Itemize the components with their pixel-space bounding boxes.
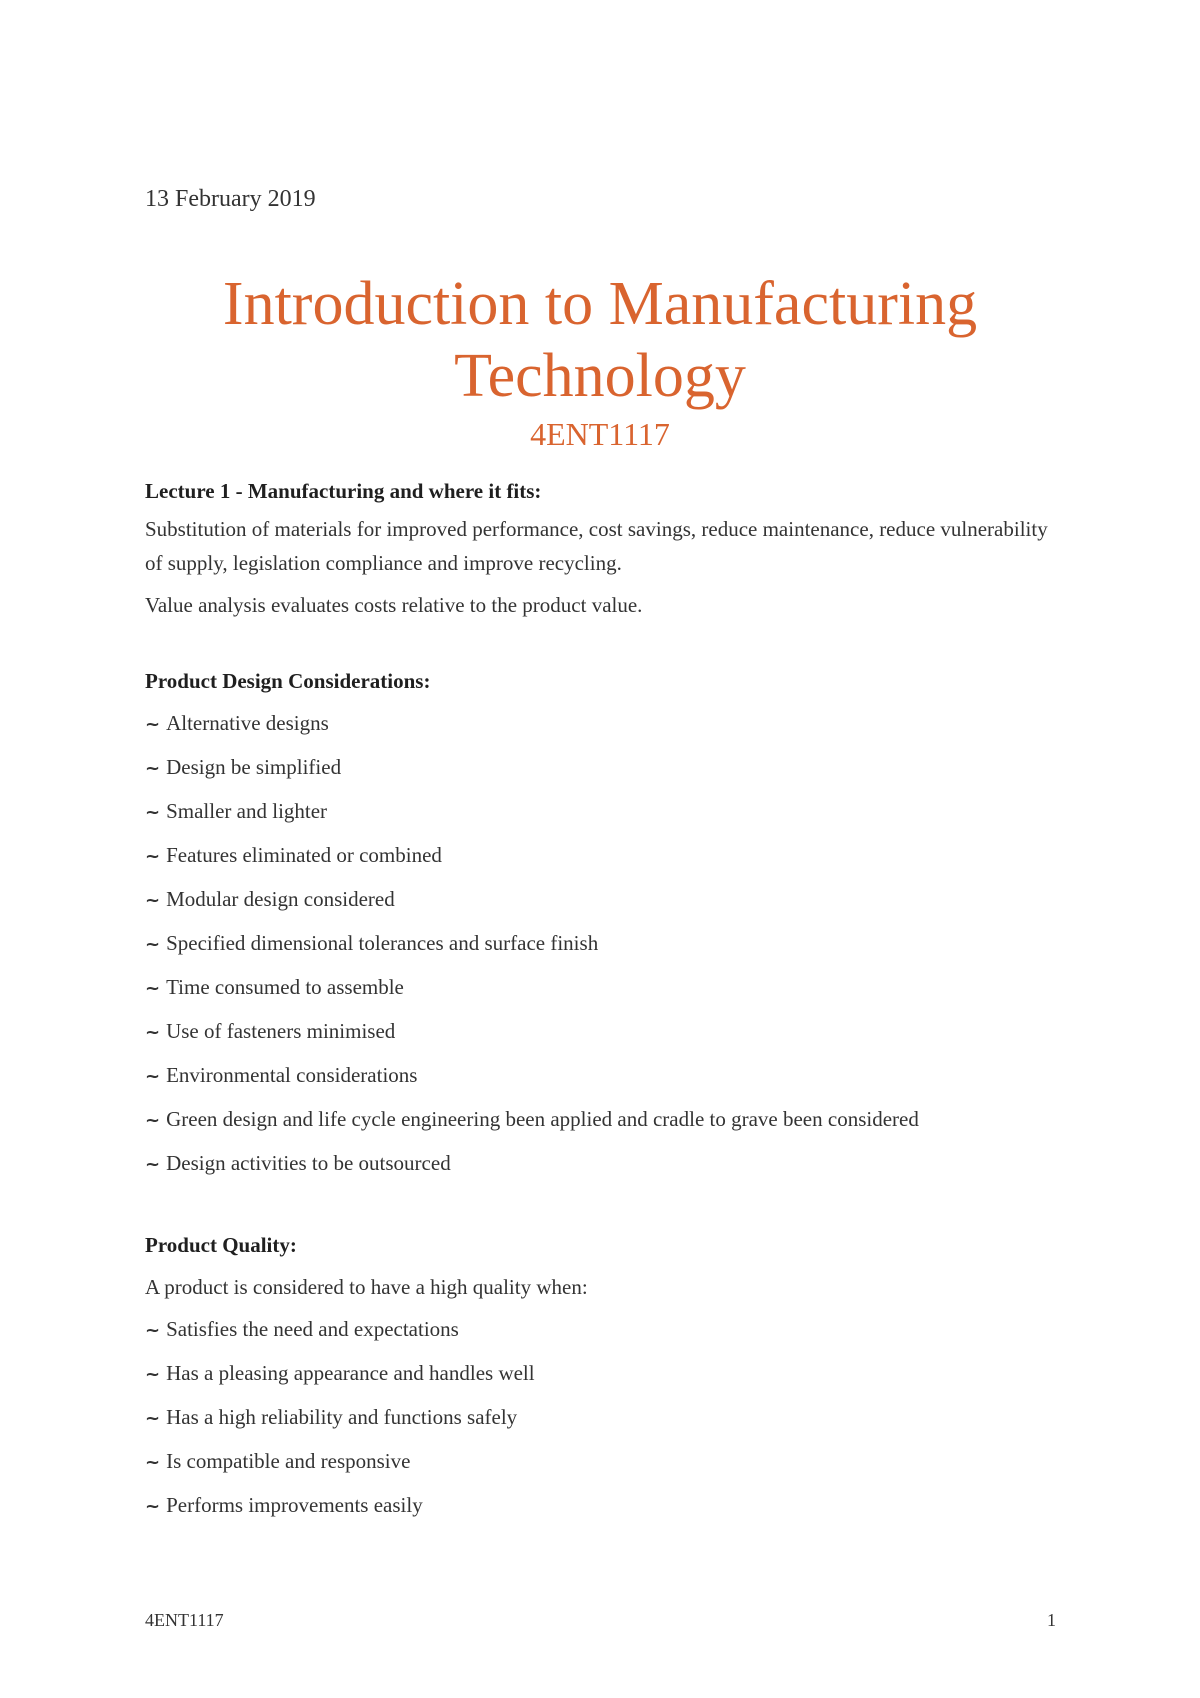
product-quality-section	[145, 1224, 1065, 1528]
list-item	[145, 1352, 1065, 1396]
list-item	[145, 878, 1065, 922]
list-item-text: Satisfies the need and expectations	[166, 1317, 459, 1341]
list-item	[145, 790, 1065, 834]
list-item	[145, 1484, 1065, 1528]
bullet-tilde-icon: ~	[145, 1066, 161, 1087]
bullet-tilde-icon: ~	[145, 1496, 161, 1517]
design-considerations-list	[145, 702, 1065, 1186]
list-item	[145, 1010, 1065, 1054]
list-item-text: Has a high reliability and functions safely	[166, 1405, 518, 1429]
bullet-tilde-icon: ~	[145, 1320, 161, 1341]
product-quality-list	[145, 1308, 1065, 1528]
bullet-tilde-icon: ~	[145, 1408, 161, 1429]
bullet-tilde-icon: ~	[145, 802, 161, 823]
bullet-tilde-icon: ~	[145, 846, 161, 867]
list-item-text: Use of fasteners minimised	[166, 1019, 396, 1043]
title-block	[0, 268, 1200, 454]
design-considerations-section	[145, 660, 1065, 1186]
design-considerations-heading: Product Design Considerations:	[145, 669, 431, 693]
product-quality-heading: Product Quality:	[145, 1233, 297, 1257]
list-item-text: Time consumed to assemble	[166, 975, 404, 999]
list-item	[145, 966, 1065, 1010]
list-item	[145, 922, 1065, 966]
list-item	[145, 1142, 1065, 1186]
bullet-tilde-icon: ~	[145, 1154, 161, 1175]
list-item-text: Design be simplified	[166, 755, 342, 779]
list-item-text: Performs improvements easily	[166, 1493, 423, 1517]
list-item-text: Green design and life cycle engineering been applied and cradle to grave been considered	[166, 1107, 919, 1131]
bullet-tilde-icon: ~	[145, 934, 161, 955]
bullet-tilde-icon: ~	[145, 1452, 161, 1473]
list-item-text: Is compatible and responsive	[166, 1449, 411, 1473]
title-line-2: Technology	[454, 342, 746, 410]
footer-course-code: 4ENT1117	[145, 1610, 224, 1630]
list-item	[145, 1308, 1065, 1352]
list-item	[145, 746, 1065, 790]
bullet-tilde-icon: ~	[145, 890, 161, 911]
list-item-text: Specified dimensional tolerances and surface finish	[166, 931, 599, 955]
list-item-text: Has a pleasing appearance and handles well	[166, 1361, 535, 1385]
document-body	[145, 470, 1065, 1528]
document-title	[0, 268, 1200, 412]
list-item-text: Features eliminated or combined	[166, 843, 442, 867]
product-quality-intro: A product is considered to have a high quality when:	[145, 1275, 588, 1299]
list-item-text: Environmental considerations	[166, 1063, 418, 1087]
list-item	[145, 834, 1065, 878]
lecture-paragraph-2: Value analysis evaluates costs relative to the product value.	[145, 593, 643, 617]
course-code: 4ENT1117	[530, 416, 670, 452]
list-item-text: Alternative designs	[166, 711, 329, 735]
list-item	[145, 1098, 1065, 1142]
lecture-section	[145, 470, 1065, 622]
list-item-text: Design activities to be outsourced	[166, 1151, 451, 1175]
list-item-text: Smaller and lighter	[166, 799, 328, 823]
bullet-tilde-icon: ~	[145, 978, 161, 999]
lecture-heading: Lecture 1 - Manufacturing and where it fits:	[145, 479, 542, 503]
list-item	[145, 1396, 1065, 1440]
lecture-paragraph-1: Substitution of materials for improved performance, cost savings, reduce maintenance, reduce vulnerability of supply, legislation compliance and improve recycling.	[145, 517, 1048, 575]
list-item	[145, 1440, 1065, 1484]
list-item-text: Modular design considered	[166, 887, 395, 911]
page-number: 1	[1047, 1610, 1056, 1630]
title-line-1: Introduction to Manufacturing	[222, 270, 978, 338]
bullet-tilde-icon: ~	[145, 714, 161, 735]
bullet-tilde-icon: ~	[145, 1364, 161, 1385]
document-date: 13 February 2019	[145, 186, 316, 212]
bullet-tilde-icon: ~	[145, 758, 161, 779]
bullet-tilde-icon: ~	[145, 1022, 161, 1043]
bullet-tilde-icon: ~	[145, 1110, 161, 1131]
list-item	[145, 1054, 1065, 1098]
list-item	[145, 702, 1065, 746]
